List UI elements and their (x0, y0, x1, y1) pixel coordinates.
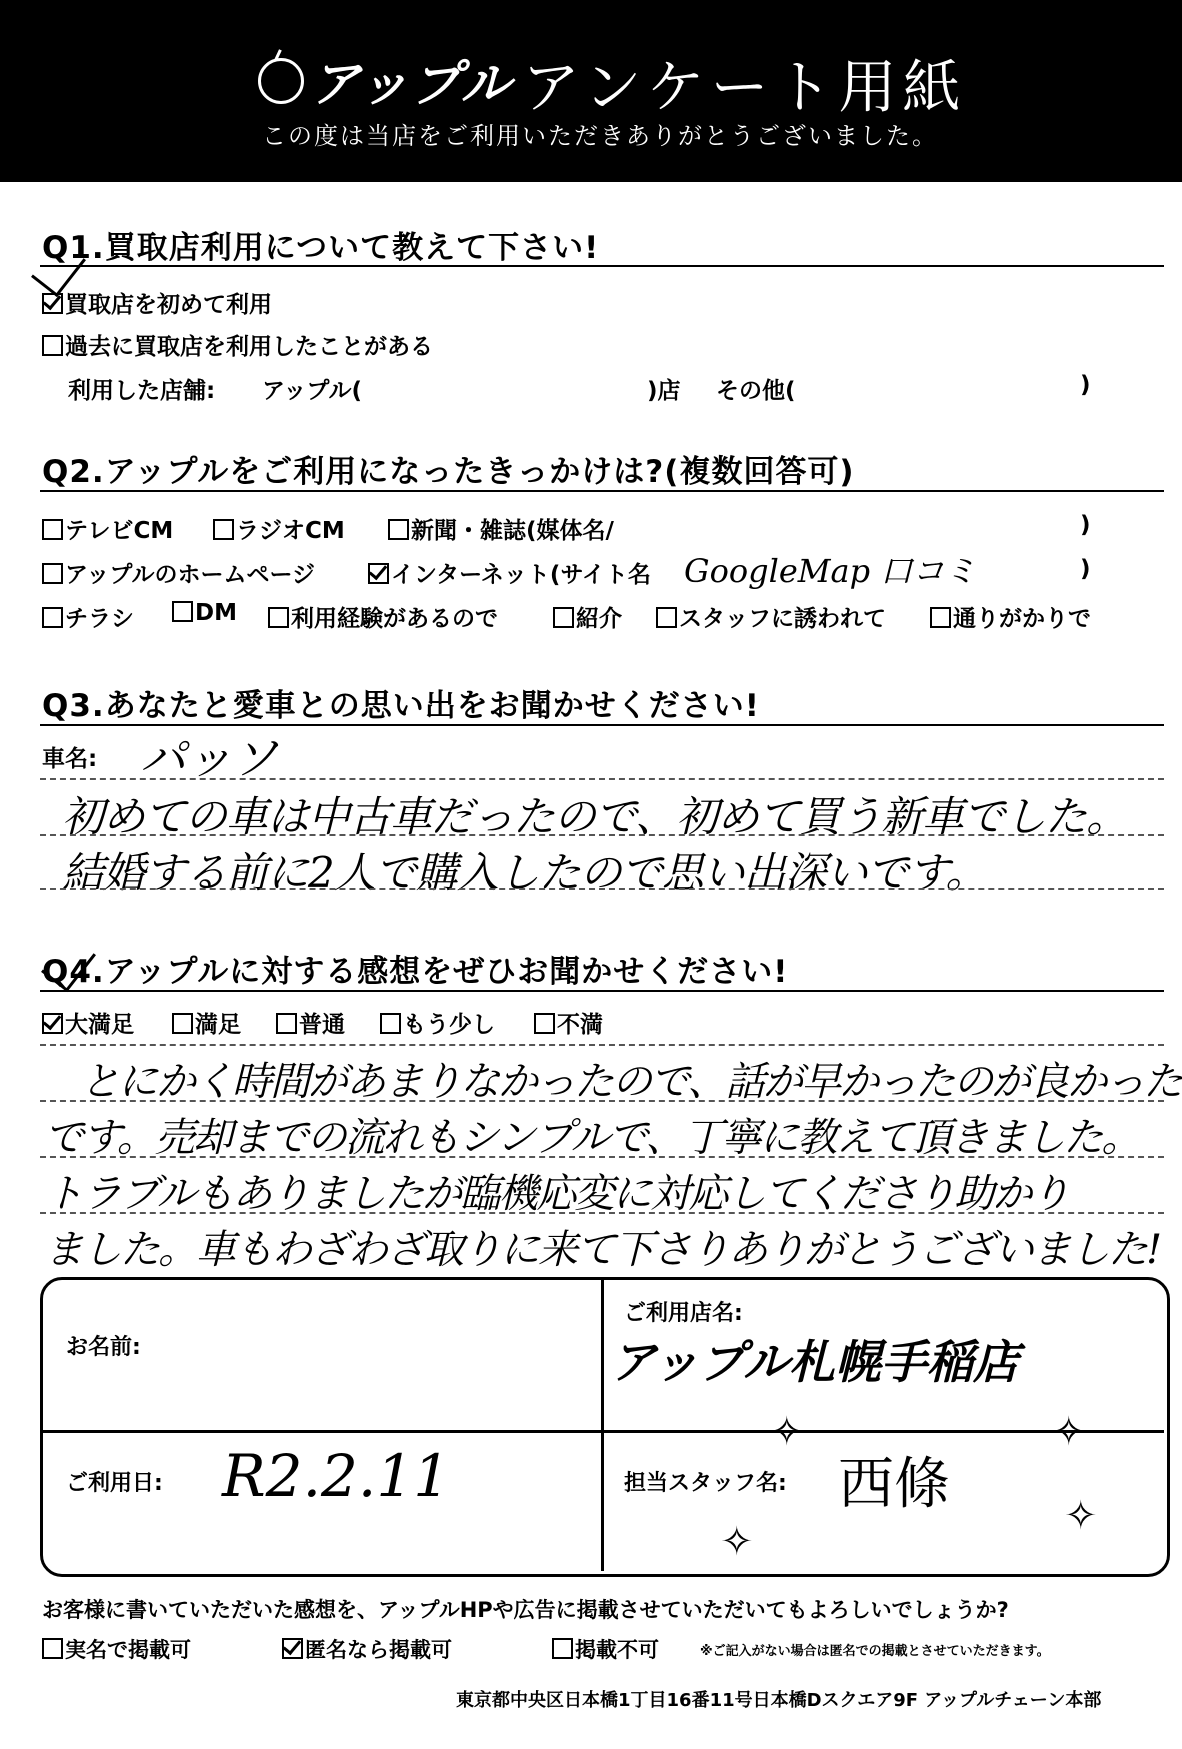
q3-answer-line-2: 結婚する前に2人で購入したので思い出深いです。 (62, 848, 987, 897)
checkbox-icon[interactable] (172, 601, 193, 622)
sparkle-icon: ✧ (1052, 1409, 1086, 1455)
checkbox-icon[interactable] (380, 1013, 401, 1034)
q4-line-3 (40, 1156, 1164, 1158)
q3-title: Q3.あなたと愛車との思い出をお聞かせください! (42, 688, 760, 724)
q4-line-4 (40, 1212, 1164, 1214)
checkbox-icon[interactable] (656, 607, 677, 628)
headquarters-address: 東京都中央区日本橋1丁目16番11号日本橋Dスクエア9F アップルチェーン本部 (456, 1690, 1102, 1711)
customer-info-box (40, 1277, 1170, 1577)
checkbox-icon[interactable] (268, 607, 289, 628)
form-horizontal-divider (41, 1430, 1164, 1433)
checkbox-checked-icon[interactable] (42, 1013, 63, 1034)
q4-answer-line-1: とにかく時間があまりなかったので、話が早かったのが良かった (80, 1059, 1182, 1105)
q3-line-1 (40, 778, 1164, 780)
q2-option-newspaper[interactable]: 新聞・雑誌(媒体名/ (388, 512, 614, 545)
survey-title: アンケート用紙 (522, 53, 967, 121)
q2-internet-close: ) (1080, 556, 1091, 582)
publish-option-real-name[interactable]: 実名で掲載可 (42, 1634, 191, 1664)
publish-note: ※ご記入がない場合は匿名での掲載とさせていただきます。 (700, 1644, 1050, 1659)
sparkle-icon: ✧ (720, 1519, 754, 1565)
checkbox-checked-icon[interactable] (42, 293, 63, 314)
q2-internet-answer: GoogleMap 口コミ (684, 552, 977, 590)
q2-option-dm[interactable]: DM (172, 600, 237, 626)
publish-question: お客様に書いていただいた感想を、アップルHPや広告に掲載させていただいてもよろしいでしょうか? (42, 1598, 1009, 1622)
q1-store-close: )店 (647, 378, 681, 404)
q1-title: Q1.買取店利用について教えて下さい! (42, 230, 600, 266)
staff-name-value: 西條 (838, 1452, 950, 1517)
checkbox-icon[interactable] (42, 519, 63, 540)
checkbox-icon[interactable] (930, 607, 951, 628)
q1-store-other: その他( (716, 378, 796, 404)
q3-answer-line-1: 初めての車は中古車だったので、初めて買う新車でした。 (62, 792, 1128, 841)
checkbox-icon[interactable] (553, 607, 574, 628)
q2-option-referral[interactable]: 紹介 (553, 600, 622, 633)
q1-store-apple: アップル( (262, 378, 362, 404)
checkbox-icon[interactable] (42, 607, 63, 628)
q2-option-tv[interactable]: テレビCM (42, 512, 173, 545)
q3-car-answer: パッソ (140, 731, 278, 785)
q2-option-radio[interactable]: ラジオCM (213, 512, 345, 545)
apple-logo-icon (258, 58, 304, 104)
usage-date-value: R2.2.11 (222, 1442, 451, 1510)
q4-option-dissatisfied[interactable]: 不満 (534, 1006, 603, 1039)
checkbox-checked-icon[interactable] (368, 563, 389, 584)
checkbox-icon[interactable] (42, 335, 63, 356)
checkbox-icon[interactable] (213, 519, 234, 540)
checkbox-icon[interactable] (534, 1013, 555, 1034)
checkbox-icon[interactable] (276, 1013, 297, 1034)
q2-option-internet[interactable]: インターネット(サイト名 (368, 556, 651, 589)
q4-option-satisfied[interactable]: 満足 (172, 1006, 241, 1039)
name-label: お名前: (66, 1335, 141, 1360)
q2-option-experience[interactable]: 利用経験があるので (268, 600, 498, 633)
q2-title: Q2.アップルをご利用になったきっかけは?(複数回答可) (42, 454, 855, 490)
q1-option-first-time[interactable]: 買取店を初めて利用 (42, 286, 272, 319)
q2-option-passing[interactable]: 通りがかりで (930, 600, 1091, 633)
checkbox-icon[interactable] (42, 1638, 63, 1659)
q2-option-homepage[interactable]: アップルのホームページ (42, 556, 315, 589)
q1-option-used-before[interactable]: 過去に買取店を利用したことがある (42, 328, 433, 361)
staff-name-label: 担当スタッフ名: (624, 1471, 787, 1496)
q4-divider (40, 990, 1164, 992)
q4-option-very-satisfied[interactable]: 大満足 (42, 1006, 134, 1039)
checkbox-checked-icon[interactable] (282, 1638, 303, 1659)
survey-subtitle: この度は当店をご利用いただきありがとうございました。 (262, 122, 938, 150)
q4-title: Q4.アップルに対する感想をぜひお聞かせください! (42, 954, 789, 990)
q4-answer-line-4: ました。車もわざわざ取りに来て下さりありがとうございました! (44, 1227, 1161, 1273)
q3-car-label: 車名: (42, 746, 98, 772)
q4-line-1 (40, 1044, 1164, 1046)
q2-divider (40, 490, 1164, 492)
q4-answer-line-2: です。売却までの流れもシンプルで、丁寧に教えて頂きました。 (44, 1115, 1140, 1161)
checkbox-icon[interactable] (172, 1013, 193, 1034)
sparkle-icon: ✧ (770, 1409, 804, 1455)
q3-line-2 (40, 834, 1164, 836)
sparkle-icon: ✧ (1064, 1493, 1098, 1539)
q3-line-3 (40, 888, 1164, 890)
header-banner (0, 0, 1182, 182)
q4-line-2 (40, 1100, 1164, 1102)
brand-logo-text: アップル (310, 54, 513, 113)
publish-option-anonymous[interactable]: 匿名なら掲載可 (282, 1634, 452, 1664)
q2-newspaper-close: ) (1080, 512, 1091, 538)
checkbox-icon[interactable] (388, 519, 409, 540)
form-vertical-divider (601, 1278, 604, 1571)
checkbox-icon[interactable] (552, 1638, 573, 1659)
usage-date-label: ご利用日: (66, 1471, 163, 1496)
store-name-label: ご利用店名: (624, 1301, 743, 1326)
q4-answer-line-3: トラブルもありましたが臨機応変に対応してくださり助かり (44, 1171, 1069, 1217)
q4-option-little-more[interactable]: もう少し (380, 1006, 495, 1039)
store-name-value: アップル札幌手稲店 (610, 1335, 1019, 1389)
q4-option-normal[interactable]: 普通 (276, 1006, 345, 1039)
q2-option-staff[interactable]: スタッフに誘われて (656, 600, 886, 633)
q1-store-other-close: ) (1080, 372, 1091, 398)
checkbox-icon[interactable] (42, 563, 63, 584)
q1-divider (40, 265, 1164, 267)
q1-store-label: 利用した店舗: (68, 378, 216, 404)
publish-option-no[interactable]: 掲載不可 (552, 1634, 659, 1664)
q2-option-flyer[interactable]: チラシ (42, 600, 134, 633)
